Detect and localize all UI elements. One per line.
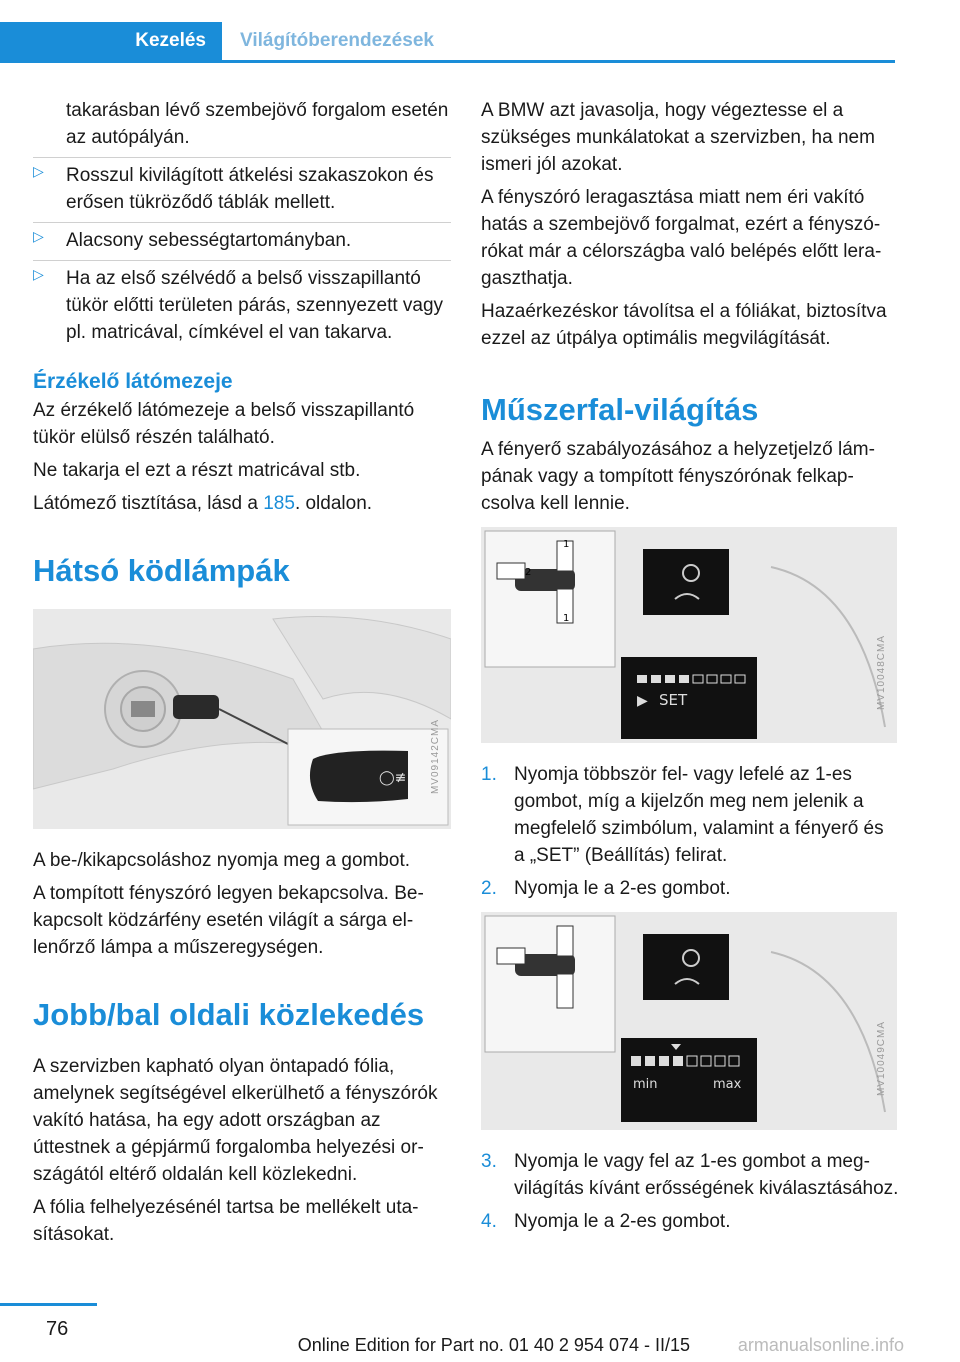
fog-lamp-figure [33,609,451,829]
section-tab-active[interactable]: Kezelés [0,22,222,60]
step-number: 4. [481,1211,497,1232]
triangle-bullet-icon: ▷ [33,163,44,179]
paragraph: Hazaérkezéskor távolítsa el a fóliákat, biztosítva ezzel az útpálya optimális megvilágítását. [481,301,887,349]
left-column [33,97,451,1254]
list-item-text: Alacsony sebességtartományban. [66,230,352,251]
min-label: min [633,1077,658,1092]
triangle-bullet-icon: ▷ [33,228,44,244]
brightness-set-figure [481,527,897,743]
watermark: armanualsonline.info [737,1335,904,1355]
step-item [481,761,899,869]
right-column [481,97,899,1241]
step-text: Nyomja többször fel- vagy lefelé az 1-es gombot, míg a kijelzőn meg nem jelenik a megfelelő szimbólum, valamint a fényerő és a „SET” (Beállítás) felirat. [514,764,884,866]
paragraph: Ne takarja el ezt a részt matricával stb. [33,460,361,481]
sensor-heading: Érzékelő látómezeje [33,370,233,393]
paragraph: A fényerő szabályozásához a helyzetjelző lámpának vagy a tompított fényszórónak felkapcsolva kell lennie. [481,439,875,514]
step-item [481,1148,899,1202]
paragraph: A fényszóró leragasztása miatt nem éri vakító hatás a szembejövő forgalmat, ezért a fényszórókat már a célországba való belépés előtt leragaszthatja. [481,187,882,289]
list-item-text: Rosszul kivilágított átkelési szakaszokon és erősen tükröződő táblák mellett. [66,165,434,213]
set-label: SET [659,691,688,709]
arrow-label-2: 2 [525,567,532,578]
paragraph: A szervizben kapható olyan öntapadó fólia, amelynek segítségével elkerülhető a fényszórók vakító hatása, ha egy adott országban az úttestnek a gépjármű forgalomba helyezési országától eltérő oldalán kell közlekedni. [33,1056,438,1185]
paragraph: A BMW azt javasolja, hogy végeztesse el a szükséges munkálatokat a szervizben, ha nem ismeri jól azokat. [481,100,875,175]
step-text: Nyomja le vagy fel az 1-es gombot a megvilágítás kívánt erősségének kiválasztásához. [514,1151,899,1199]
continued-text: takarásban lévő szembejövő forgalom esetén az autópályán. [66,100,449,148]
instrument-lighting-heading: Műszerfal-világítás [481,392,759,427]
fog-lamp-heading: Hátsó ködlámpák [33,553,290,588]
paragraph: A tompított fényszóró legyen bekapcsolva. Bekapcsolt ködzárfény esetén világít a sárga ellenőrző lámpa a műszeregységen. [33,883,424,958]
instrument-display-illustration [481,912,897,1130]
paragraph: A fólia felhelyezésénél tartsa be mellékelt utasításokat. [33,1197,419,1245]
figure-code: MV09142CMA [430,719,441,795]
paragraph: Az érzékelő látómezeje a belső visszapillantó tükör elülső részén található. [33,400,415,448]
instrument-display-illustration [481,527,897,743]
figure-code: MV10049CMA [876,1021,887,1097]
max-label: max [713,1077,742,1092]
list-item [33,222,451,254]
step-number: 3. [481,1151,497,1172]
paragraph: Látómező tisztítása, lásd a 185. oldalon. [33,493,373,514]
figure-code: MV10048CMA [876,635,887,711]
paragraph: A be-/kikapcsoláshoz nyomja meg a gombot. [33,850,411,871]
list-item-text: Ha az első szélvédő a belső visszapillantó tükör előtti területen párás, szennyezett vagy pl. matricával, címkével el van takarva. [66,268,444,343]
step-text: Nyomja le a 2-es gombot. [514,878,731,899]
brightness-level-figure [481,912,897,1130]
svg-text:◯≢: ◯≢ [379,770,407,786]
page-link[interactable]: 185 [263,493,295,514]
section-tab-subsection[interactable]: Világítóberendezések [240,30,434,51]
page-number: 76 [46,1318,69,1340]
svg-text:▶: ▶ [637,693,648,709]
dashboard-illustration [33,609,451,829]
step-item [481,875,899,902]
header-divider [0,60,895,63]
footer-divider [0,1303,97,1306]
traffic-heading: Jobb/bal oldali közlekedés [33,997,425,1032]
list-item [33,260,451,346]
step-text: Nyomja le a 2-es gombot. [514,1211,731,1232]
step-number: 1. [481,764,497,785]
edition-note: Online Edition for Part no. 01 40 2 954 074 - II/15 [297,1335,690,1355]
step-item [481,1208,899,1235]
list-item [33,157,451,216]
arrow-label-1: 1 [563,539,570,550]
step-number: 2. [481,878,497,899]
page-header [0,0,960,60]
arrow-label-1b: 1 [563,613,570,624]
triangle-bullet-icon: ▷ [33,266,44,282]
